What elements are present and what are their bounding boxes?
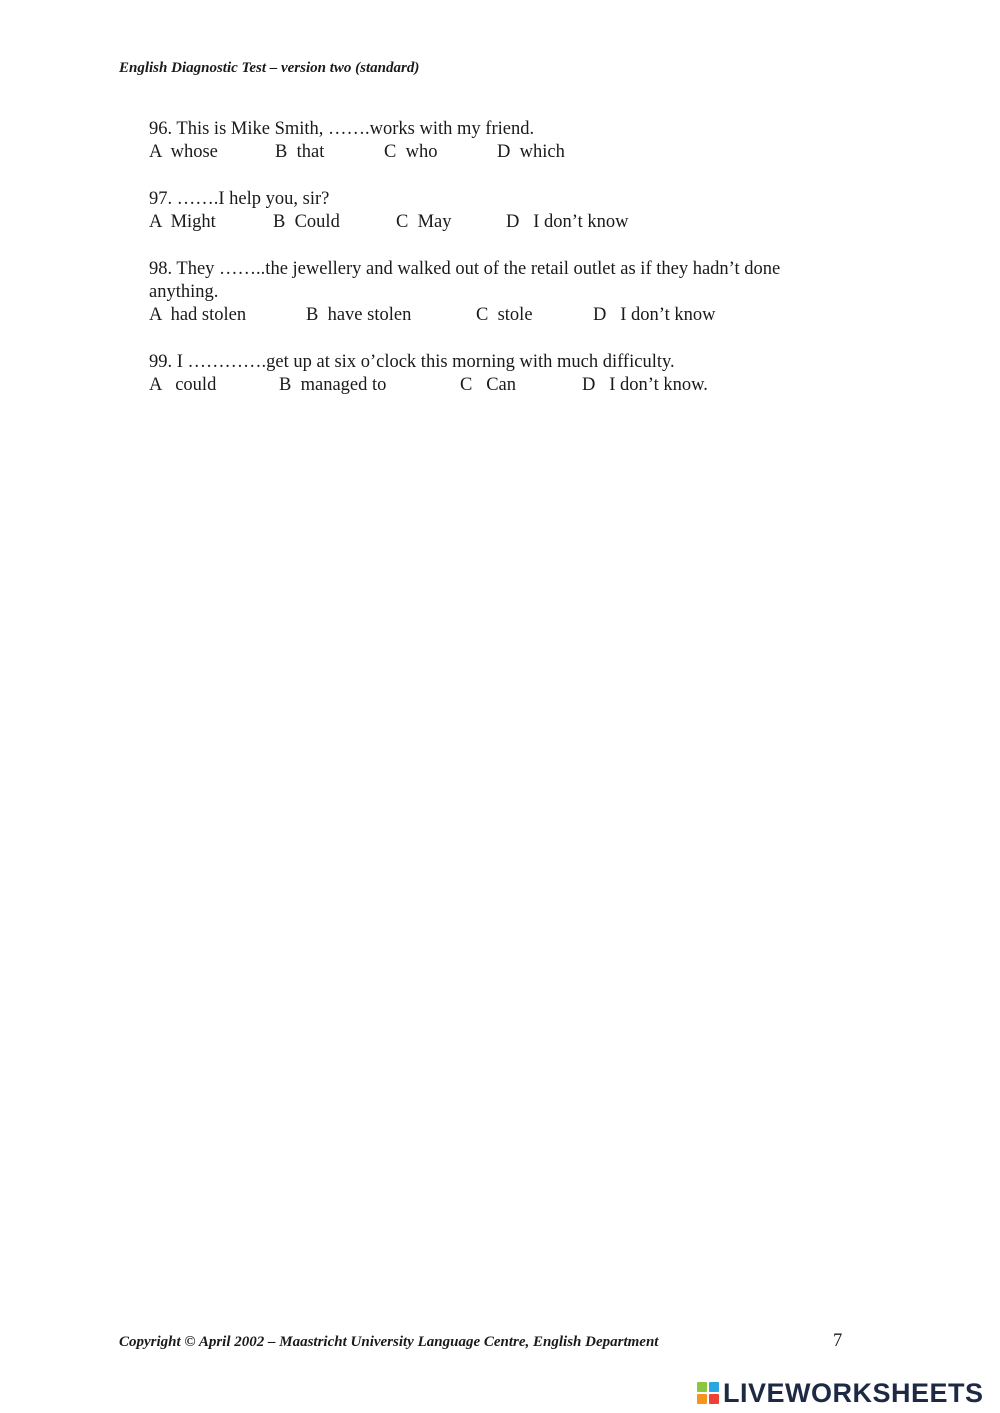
option-d[interactable]: D I don’t know xyxy=(593,305,716,325)
liveworksheets-brand[interactable] xyxy=(697,1375,984,1411)
document-header-title: English Diagnostic Test – version two (standard) xyxy=(119,60,420,76)
question-97 xyxy=(149,188,629,234)
option-a[interactable]: A could xyxy=(149,375,217,395)
question-stem: 99. I ………….get up at six o’clock this morning with much difficulty. xyxy=(149,352,675,372)
question-99 xyxy=(149,351,708,397)
option-c[interactable]: C May xyxy=(396,212,452,232)
option-d[interactable]: D I don’t know. xyxy=(582,375,708,395)
brand-name: LIVEWORKSHEETS xyxy=(723,1377,984,1408)
option-a[interactable]: A had stolen xyxy=(149,305,247,325)
question-96 xyxy=(149,118,565,164)
answer-options xyxy=(149,141,565,164)
option-a[interactable]: A whose xyxy=(149,142,218,162)
answer-options xyxy=(149,374,708,397)
liveworksheets-logo-icon xyxy=(697,1382,719,1404)
answer-options xyxy=(149,211,629,234)
option-b[interactable]: B Could xyxy=(273,212,340,232)
option-b[interactable]: B that xyxy=(275,142,325,162)
page-number: 7 xyxy=(833,1331,843,1351)
footer-copyright: Copyright © April 2002 – Maastricht University Language Centre, English Department xyxy=(119,1334,659,1350)
option-a[interactable]: A Might xyxy=(149,212,216,232)
answer-options xyxy=(149,304,849,327)
option-c[interactable]: C stole xyxy=(476,305,533,325)
option-c[interactable]: C Can xyxy=(460,375,517,395)
option-d[interactable]: D I don’t know xyxy=(506,212,629,232)
option-b[interactable]: B have stolen xyxy=(306,305,412,325)
question-stem: 98. They ……..the jewellery and walked out of the retail outlet as if they hadn’t done anything. xyxy=(149,259,781,302)
question-stem: 96. This is Mike Smith, …….works with my friend. xyxy=(149,119,535,139)
option-c[interactable]: C who xyxy=(384,142,438,162)
question-98 xyxy=(149,258,849,327)
option-d[interactable]: D which xyxy=(497,142,565,162)
option-b[interactable]: B managed to xyxy=(279,375,387,395)
question-stem: 97. …….I help you, sir? xyxy=(149,189,330,209)
